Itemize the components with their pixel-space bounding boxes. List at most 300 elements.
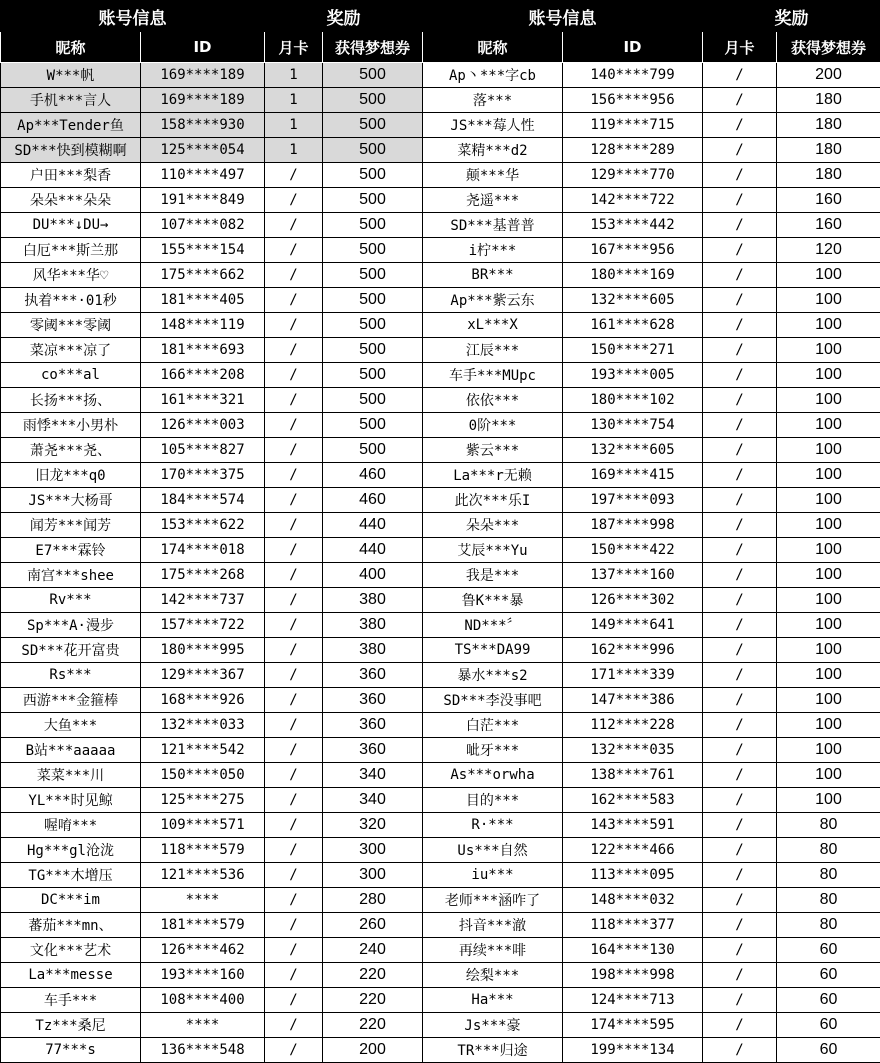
nickname-cell: 尧遥*** [423,188,563,213]
id-cell: 124****713 [563,988,703,1013]
monthly-card-cell: / [265,188,323,213]
id-cell: 187****998 [563,513,703,538]
monthly-card-cell: / [703,538,777,563]
reward-cell: 500 [323,413,423,438]
id-cell: 126****462 [141,938,265,963]
reward-cell: 100 [777,263,880,288]
reward-cell: 100 [777,638,880,663]
reward-cell: 220 [323,963,423,988]
right-account-header: 账号信息 [423,1,703,32]
id-cell: **** [141,888,265,913]
nickname-cell: 77***s [1,1038,141,1063]
id-cell: 150****050 [141,763,265,788]
nickname-cell: DU***↓DU→ [1,213,141,238]
id-cell: 161****321 [141,388,265,413]
reward-cell: 500 [323,238,423,263]
monthly-card-cell: / [265,363,323,388]
monthly-card-cell: / [265,663,323,688]
id-cell: 153****622 [141,513,265,538]
reward-cell: 280 [323,888,423,913]
reward-cell: 60 [777,963,880,988]
reward-cell: 180 [777,163,880,188]
reward-cell: 320 [323,813,423,838]
table-row [1,988,880,1013]
monthly-card-cell: / [703,288,777,313]
id-cell: **** [141,1013,265,1038]
left-account-header: 账号信息 [1,1,265,32]
table-row [1,488,880,513]
reward-cell: 440 [323,538,423,563]
reward-cell: 60 [777,938,880,963]
nickname-cell: 大鱼*** [1,713,141,738]
monthly-card-cell: / [265,813,323,838]
monthly-card-cell: / [703,238,777,263]
nickname-cell: ND***〞 [423,613,563,638]
id-cell: 149****641 [563,613,703,638]
table-row [1,663,880,688]
monthly-card-cell: 1 [265,63,323,88]
nickname-cell: 手机***言人 [1,88,141,113]
nickname-cell: 西游***金箍棒 [1,688,141,713]
id-cell: 161****628 [563,313,703,338]
id-cell: 168****926 [141,688,265,713]
id-cell: 122****466 [563,838,703,863]
monthly-card-cell: 1 [265,113,323,138]
table-row [1,613,880,638]
reward-cell: 360 [323,738,423,763]
id-cell: 169****189 [141,63,265,88]
reward-cell: 220 [323,1013,423,1038]
table-row [1,738,880,763]
monthly-card-cell: / [265,938,323,963]
monthly-card-cell: / [265,838,323,863]
nickname-cell: La***r无赖 [423,463,563,488]
nickname-cell: 此次***乐I [423,488,563,513]
nickname-cell: 风华***华♡ [1,263,141,288]
monthly-card-cell: / [703,438,777,463]
nickname-cell: 艾辰***Yu [423,538,563,563]
id-cell: 180****102 [563,388,703,413]
monthly-card-cell: / [703,388,777,413]
reward-cell: 100 [777,488,880,513]
nickname-cell: iu*** [423,863,563,888]
monthly-card-cell: 1 [265,138,323,163]
nickname-cell: Js***豪 [423,1013,563,1038]
monthly-card-cell: / [265,863,323,888]
reward-cell: 460 [323,463,423,488]
reward-cell: 80 [777,863,880,888]
nickname-cell: 江辰*** [423,338,563,363]
id-cell: 125****054 [141,138,265,163]
reward-cell: 500 [323,138,423,163]
table-row [1,638,880,663]
id-cell: 193****005 [563,363,703,388]
column-header-monthly-card: 月卡 [703,32,777,63]
id-cell: 174****018 [141,538,265,563]
nickname-cell: 萧尧***尧、 [1,438,141,463]
reward-cell: 100 [777,663,880,688]
id-cell: 132****605 [563,438,703,463]
monthly-card-cell: / [265,563,323,588]
super-header-row [1,1,880,32]
monthly-card-cell: / [265,913,323,938]
monthly-card-cell: / [265,713,323,738]
id-cell: 180****169 [563,263,703,288]
reward-cell: 80 [777,838,880,863]
reward-cell: 500 [323,213,423,238]
nickname-cell: 落*** [423,88,563,113]
reward-cell: 380 [323,613,423,638]
id-cell: 170****375 [141,463,265,488]
monthly-card-cell: / [703,788,777,813]
table-row [1,813,880,838]
monthly-card-cell: / [265,388,323,413]
nickname-cell: La***messe [1,963,141,988]
reward-cell: 60 [777,988,880,1013]
monthly-card-cell: / [703,88,777,113]
monthly-card-cell: / [703,838,777,863]
monthly-card-cell: / [265,588,323,613]
column-header-id: ID [563,32,703,63]
id-cell: 164****130 [563,938,703,963]
id-cell: 199****134 [563,1038,703,1063]
monthly-card-cell: / [703,888,777,913]
id-cell: 153****442 [563,213,703,238]
id-cell: 155****154 [141,238,265,263]
nickname-cell: SD***快到模糊啊 [1,138,141,163]
id-cell: 142****722 [563,188,703,213]
id-cell: 167****956 [563,238,703,263]
monthly-card-cell: / [265,788,323,813]
monthly-card-cell: / [265,1038,323,1063]
nickname-cell: Ha*** [423,988,563,1013]
id-cell: 162****583 [563,788,703,813]
nickname-cell: YL***时见鲸 [1,788,141,813]
nickname-cell: 喔唷*** [1,813,141,838]
reward-cell: 380 [323,588,423,613]
reward-cell: 100 [777,313,880,338]
table-row [1,238,880,263]
monthly-card-cell: / [703,913,777,938]
reward-cell: 200 [323,1038,423,1063]
id-cell: 118****377 [563,913,703,938]
monthly-card-cell: / [265,238,323,263]
table-row [1,363,880,388]
nickname-cell: 蕃茄***mn、 [1,913,141,938]
table-row [1,138,880,163]
id-cell: 126****003 [141,413,265,438]
id-cell: 140****799 [563,63,703,88]
table-row [1,888,880,913]
monthly-card-cell: / [265,288,323,313]
table-row [1,213,880,238]
id-cell: 118****579 [141,838,265,863]
nickname-cell: 朵朵***朵朵 [1,188,141,213]
reward-cell: 100 [777,438,880,463]
id-cell: 132****605 [563,288,703,313]
id-cell: 158****930 [141,113,265,138]
reward-cell: 500 [323,388,423,413]
monthly-card-cell: / [703,363,777,388]
reward-cell: 440 [323,513,423,538]
reward-cell: 340 [323,788,423,813]
table-row [1,563,880,588]
reward-cell: 500 [323,438,423,463]
id-cell: 174****595 [563,1013,703,1038]
reward-cell: 160 [777,188,880,213]
id-cell: 181****405 [141,288,265,313]
reward-cell: 80 [777,813,880,838]
reward-cell: 100 [777,588,880,613]
monthly-card-cell: / [265,538,323,563]
nickname-cell: 旧龙***q0 [1,463,141,488]
reward-cell: 160 [777,213,880,238]
id-cell: 148****119 [141,313,265,338]
table-row [1,388,880,413]
id-cell: 175****268 [141,563,265,588]
table-row [1,1013,880,1038]
nickname-cell: Ap***Tender鱼 [1,113,141,138]
id-cell: 107****082 [141,213,265,238]
reward-cell: 240 [323,938,423,963]
reward-cell: 200 [777,63,880,88]
reward-cell: 100 [777,413,880,438]
column-header-nickname: 昵称 [423,32,563,63]
nickname-cell: B站***aaaaa [1,738,141,763]
nickname-cell: 菜凉***凉了 [1,338,141,363]
monthly-card-cell: / [703,138,777,163]
nickname-cell: W***帆 [1,63,141,88]
monthly-card-cell: / [703,663,777,688]
reward-cell: 500 [323,113,423,138]
table-row [1,538,880,563]
monthly-card-cell: / [703,163,777,188]
reward-cell: 100 [777,463,880,488]
nickname-cell: 白茫*** [423,713,563,738]
nickname-cell: 车手***MUpc [423,363,563,388]
reward-cell: 180 [777,138,880,163]
table-row [1,313,880,338]
monthly-card-cell: / [703,313,777,338]
column-header-monthly-card: 月卡 [265,32,323,63]
nickname-cell: 绘梨*** [423,963,563,988]
monthly-card-cell: / [703,713,777,738]
nickname-cell: 闻芳***闻芳 [1,513,141,538]
id-cell: 138****761 [563,763,703,788]
table-row [1,113,880,138]
right-reward-header: 奖励 [703,1,880,32]
nickname-cell: Ap***紫云东 [423,288,563,313]
reward-cell: 100 [777,613,880,638]
reward-cell: 300 [323,863,423,888]
nickname-cell: TG***木增压 [1,863,141,888]
id-cell: 181****693 [141,338,265,363]
monthly-card-cell: / [703,188,777,213]
nickname-cell: 再续***啡 [423,938,563,963]
id-cell: 129****367 [141,663,265,688]
monthly-card-cell: / [703,413,777,438]
reward-cell: 300 [323,838,423,863]
reward-cell: 220 [323,988,423,1013]
table-row [1,63,880,88]
monthly-card-cell: / [703,113,777,138]
monthly-card-cell: / [703,588,777,613]
reward-cell: 500 [323,313,423,338]
nickname-cell: 雨悸***小男朴 [1,413,141,438]
id-cell: 136****548 [141,1038,265,1063]
monthly-card-cell: / [703,938,777,963]
monthly-card-cell: / [703,738,777,763]
nickname-cell: 白厄***斯兰那 [1,238,141,263]
monthly-card-cell: / [265,463,323,488]
monthly-card-cell: / [265,213,323,238]
table-row [1,688,880,713]
nickname-cell: TS***DA99 [423,638,563,663]
table-row [1,913,880,938]
nickname-cell: Ap丶***字cb [423,63,563,88]
monthly-card-cell: / [703,1038,777,1063]
monthly-card-cell: / [703,963,777,988]
id-cell: 157****722 [141,613,265,638]
nickname-cell: 朵朵*** [423,513,563,538]
table-body [1,63,880,1063]
table-row [1,338,880,363]
reward-cell: 100 [777,338,880,363]
id-cell: 126****302 [563,588,703,613]
nickname-cell: 紫云*** [423,438,563,463]
id-cell: 110****497 [141,163,265,188]
nickname-cell: DC***im [1,888,141,913]
column-header-reward: 获得梦想券 [777,32,880,63]
nickname-cell: 零阈***零阈 [1,313,141,338]
reward-cell: 360 [323,713,423,738]
reward-cell: 180 [777,88,880,113]
left-reward-header: 奖励 [265,1,423,32]
nickname-cell: 暴水***s2 [423,663,563,688]
monthly-card-cell: / [703,1013,777,1038]
table-row [1,788,880,813]
monthly-card-cell: / [265,313,323,338]
monthly-card-cell: / [265,763,323,788]
id-cell: 197****093 [563,488,703,513]
nickname-cell: SD***李没事吧 [423,688,563,713]
id-cell: 113****095 [563,863,703,888]
reward-cell: 500 [323,188,423,213]
reward-cell: 80 [777,913,880,938]
id-cell: 181****579 [141,913,265,938]
table-row [1,438,880,463]
id-cell: 142****737 [141,588,265,613]
nickname-cell: BR*** [423,263,563,288]
id-cell: 132****033 [141,713,265,738]
id-cell: 119****715 [563,113,703,138]
id-cell: 150****422 [563,538,703,563]
monthly-card-cell: / [265,263,323,288]
monthly-card-cell: / [265,613,323,638]
table-row [1,938,880,963]
monthly-card-cell: / [265,413,323,438]
id-cell: 129****770 [563,163,703,188]
column-header-row [1,32,880,63]
reward-cell: 400 [323,563,423,588]
table-row [1,838,880,863]
nickname-cell: SD***花开富贵 [1,638,141,663]
monthly-card-cell: / [265,488,323,513]
monthly-card-cell: / [703,988,777,1013]
id-cell: 169****415 [563,463,703,488]
nickname-cell: JS***莓人性 [423,113,563,138]
id-cell: 198****998 [563,963,703,988]
column-header-id: ID [141,32,265,63]
table-row [1,263,880,288]
id-cell: 147****386 [563,688,703,713]
table-row [1,588,880,613]
monthly-card-cell: / [265,513,323,538]
reward-cell: 60 [777,1013,880,1038]
monthly-card-cell: / [703,63,777,88]
id-cell: 112****228 [563,713,703,738]
reward-cell: 100 [777,713,880,738]
monthly-card-cell: / [703,863,777,888]
reward-cell: 460 [323,488,423,513]
nickname-cell: Us***自然 [423,838,563,863]
monthly-card-cell: / [703,688,777,713]
id-cell: 171****339 [563,663,703,688]
id-cell: 180****995 [141,638,265,663]
table-row [1,188,880,213]
monthly-card-cell: / [265,988,323,1013]
reward-cell: 100 [777,738,880,763]
id-cell: 191****849 [141,188,265,213]
table-row [1,963,880,988]
nickname-cell: Sp***A·漫步 [1,613,141,638]
monthly-card-cell: / [703,338,777,363]
nickname-cell: 目的*** [423,788,563,813]
nickname-cell: R·*** [423,813,563,838]
reward-cell: 100 [777,563,880,588]
nickname-cell: 菜精***d2 [423,138,563,163]
nickname-cell: i柠*** [423,238,563,263]
reward-cell: 500 [323,338,423,363]
nickname-cell: 车手*** [1,988,141,1013]
table-row [1,713,880,738]
monthly-card-cell: / [703,763,777,788]
reward-cell: 100 [777,288,880,313]
id-cell: 132****035 [563,738,703,763]
monthly-card-cell: / [265,338,323,363]
nickname-cell: 0阶*** [423,413,563,438]
nickname-cell: 长扬***扬、 [1,388,141,413]
nickname-cell: co***al [1,363,141,388]
reward-cell: 100 [777,688,880,713]
column-header-reward: 获得梦想券 [323,32,423,63]
id-cell: 121****536 [141,863,265,888]
monthly-card-cell: / [265,163,323,188]
nickname-cell: 执着***·01秒 [1,288,141,313]
monthly-card-cell: / [265,1013,323,1038]
id-cell: 128****289 [563,138,703,163]
monthly-card-cell: / [703,213,777,238]
monthly-card-cell: / [265,438,323,463]
id-cell: 108****400 [141,988,265,1013]
monthly-card-cell: / [703,563,777,588]
nickname-cell: Hg***gl沧泷 [1,838,141,863]
table-row [1,463,880,488]
id-cell: 125****275 [141,788,265,813]
nickname-cell: As***orwha [423,763,563,788]
nickname-cell: 文化***艺术 [1,938,141,963]
id-cell: 166****208 [141,363,265,388]
